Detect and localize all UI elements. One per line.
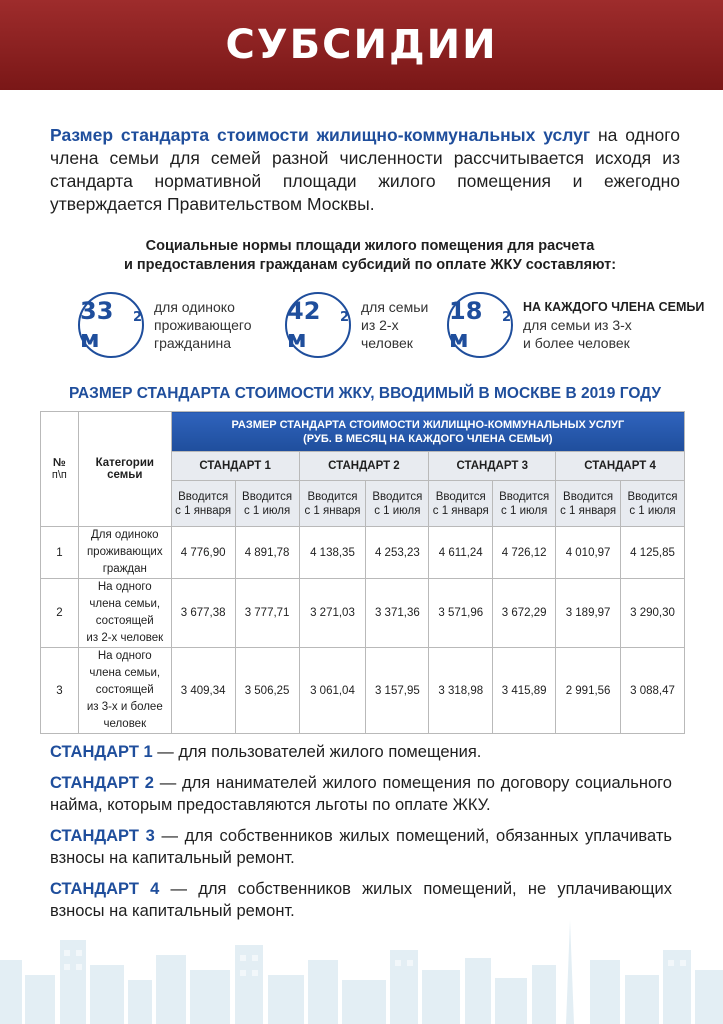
standards-table [40, 411, 685, 734]
subheader-jan [299, 481, 366, 527]
category-line: Для одиноко [91, 529, 159, 541]
intro-highlight: Размер стандарта стоимости жилищно-коммунальных услуг [50, 125, 591, 145]
value-cell: 4 138,35 [299, 527, 366, 579]
subheader-jul-line2: с 1 июля [629, 504, 676, 517]
subheader-jan-line2: с 1 января [560, 504, 617, 517]
value-cell: 3 672,29 [493, 579, 556, 648]
norm-two-sup: 2 [339, 309, 349, 325]
row-category [78, 648, 171, 734]
norm-two-text [361, 298, 428, 352]
subheader-jul [493, 481, 556, 527]
subheader-jan [429, 481, 493, 527]
definition-standard-4 [50, 878, 672, 922]
category-line: На одного [97, 581, 152, 593]
skyline-buildings [0, 920, 723, 1024]
norm-single [78, 292, 251, 358]
norm-two-circle [285, 292, 351, 358]
main-header-line2: (РУБ. В МЕСЯЦ НА КАЖДОГО ЧЛЕНА СЕМЬИ) [303, 432, 553, 445]
subheader-jul-line2: с 1 июля [374, 504, 421, 517]
value-cell: 3 415,89 [493, 648, 556, 734]
value-cell: 3 409,34 [171, 648, 235, 734]
norms-title-line1: Социальные нормы площади жилого помещения для расчета [145, 238, 595, 254]
table-row [41, 527, 685, 579]
subheader-jul-line2: с 1 июля [243, 504, 291, 517]
category-line: из 2-х человек [86, 632, 164, 644]
value-cell: 4 726,12 [493, 527, 556, 579]
subheader-jul-line1: Вводится [242, 490, 293, 503]
value-cell: 3 318,98 [429, 648, 493, 734]
category-line: человек [103, 718, 147, 730]
value-cell: 3 157,95 [366, 648, 429, 734]
subheader-jul [366, 481, 429, 527]
city-skyline-illustration [0, 920, 723, 1024]
col-num-label: № [53, 457, 66, 469]
definition-text: — для нанимателей жилого помещения по договору социального найма, которым предоставляются льготы по оплате ЖКУ. [50, 774, 672, 814]
norm-three-sup: 2 [501, 309, 511, 325]
norm-two [285, 292, 428, 358]
col-num-sublabel: п\п [51, 469, 67, 481]
value-cell: 4 776,90 [171, 527, 235, 579]
norm-two-value: 42 м [287, 297, 321, 353]
norm-three-circle [447, 292, 513, 358]
norm-three-line2: и более человек [523, 335, 630, 351]
subheader-jan [556, 481, 621, 527]
subheader-jan-line1: Вводится [307, 490, 358, 503]
norm-single-text [154, 298, 251, 352]
value-cell: 2 991,56 [556, 648, 621, 734]
category-line: граждан [102, 563, 147, 575]
intro-rest: на одного члена семьи для семей разной численности рассчитывается исходя из стандарта нормативной площади жилого помещения и ежегодно утверждается Правительством Москвы. [50, 125, 680, 214]
main-header [171, 412, 684, 452]
value-cell: 4 010,97 [556, 527, 621, 579]
norm-two-line3: человек [361, 335, 413, 351]
norm-single-sup: 2 [132, 309, 142, 325]
definition-label: СТАНДАРТ 3 [50, 827, 155, 845]
category-line: из 3-х и более [86, 701, 163, 713]
norm-single-line3: гражданина [154, 335, 232, 351]
subheader-jan-line2: с 1 января [175, 504, 232, 517]
definition-text: — для пользователей жилого помещения. [152, 743, 482, 761]
definition-text: — для собственников жилых помещений, не уплачивающих взносы на капитальный ремонт. [50, 880, 672, 920]
definition-standard-1 [50, 741, 672, 763]
value-cell: 3 290,30 [621, 579, 685, 648]
definition-label: СТАНДАРТ 2 [50, 774, 154, 792]
norm-single-circle [78, 292, 144, 358]
value-cell: 3 571,96 [429, 579, 493, 648]
subheader-jul-line2: с 1 июля [501, 504, 548, 517]
value-cell: 3 371,36 [366, 579, 429, 648]
row-category [78, 527, 171, 579]
norm-three-head: НА КАЖДОГО ЧЛЕНА СЕМЬИ [523, 300, 705, 314]
subheader-jan-line1: Вводится [563, 490, 614, 503]
row-number: 2 [41, 579, 79, 648]
standard-1-header: СТАНДАРТ 1 [171, 452, 299, 481]
definition-standard-2 [50, 772, 672, 816]
subheader-jan [171, 481, 235, 527]
value-cell: 4 611,24 [429, 527, 493, 579]
category-line: члена семьи, [89, 598, 161, 610]
subheader-jan-line1: Вводится [178, 490, 229, 503]
definition-text: — для собственников жилых помещений, обязанных уплачивать взносы на капитальный ремонт. [50, 827, 672, 867]
norm-three-text [523, 298, 704, 352]
value-cell: 3 506,25 [235, 648, 299, 734]
definitions [50, 741, 672, 931]
norm-three-line1: для семьи из 3-х [523, 317, 632, 333]
intro-paragraph [50, 124, 680, 216]
col-category-line2: семьи [107, 469, 143, 481]
category-line: члена семьи, [89, 667, 161, 679]
value-cell: 4 125,85 [621, 527, 685, 579]
norm-two-line2: из 2-х [361, 317, 399, 333]
standard-3-header: СТАНДАРТ 3 [429, 452, 556, 481]
subheader-jan-line1: Вводится [435, 490, 486, 503]
subheader-jul [235, 481, 299, 527]
value-cell: 3 271,03 [299, 579, 366, 648]
norms-title [60, 237, 680, 275]
page-title: СУБСИДИИ [225, 22, 498, 68]
row-number: 3 [41, 648, 79, 734]
norm-single-line1: для одиноко [154, 299, 235, 315]
table-title: РАЗМЕР СТАНДАРТА СТОИМОСТИ ЖКУ, ВВОДИМЫЙ В МОСКВЕ В 2019 ГОДУ [68, 385, 662, 402]
value-cell: 4 253,23 [366, 527, 429, 579]
category-line: состоящей [95, 615, 154, 627]
category-line: проживающих [86, 546, 163, 558]
subheader-jul-line1: Вводится [499, 490, 550, 503]
category-line: На одного [97, 650, 152, 662]
subheader-jul-line1: Вводится [372, 490, 423, 503]
subheader-jan-line2: с 1 января [432, 504, 489, 517]
value-cell: 3 061,04 [299, 648, 366, 734]
standard-4-header: СТАНДАРТ 4 [556, 452, 685, 481]
value-cell: 3 189,97 [556, 579, 621, 648]
definition-standard-3 [50, 825, 672, 869]
norm-single-value: 33 м [80, 297, 114, 353]
definition-label: СТАНДАРТ 4 [50, 880, 160, 898]
col-category-line1: Категории [95, 457, 154, 469]
table-row [41, 648, 685, 734]
main-header-line1: РАЗМЕР СТАНДАРТА СТОИМОСТИ ЖИЛИЩНО-КОММУНАЛЬНЫХ УСЛУГ [231, 418, 625, 431]
value-cell: 3 777,71 [235, 579, 299, 648]
table-row [41, 579, 685, 648]
standard-2-header: СТАНДАРТ 2 [299, 452, 429, 481]
norm-two-line1: для семьи [361, 299, 429, 315]
subheader-jul [621, 481, 685, 527]
category-line: состоящей [95, 684, 154, 696]
definition-label: СТАНДАРТ 1 [50, 743, 153, 761]
subheader-jul-line1: Вводится [627, 490, 678, 503]
norms-title-line2: и предоставления гражданам субсидий по оплате ЖКУ составляют: [123, 257, 617, 273]
norm-single-line2: проживающего [154, 317, 252, 333]
value-cell: 3 088,47 [621, 648, 685, 734]
norm-three-value: 18 м [449, 297, 483, 353]
subheader-jan-line2: с 1 января [304, 504, 361, 517]
row-number: 1 [41, 527, 79, 579]
norm-three [447, 292, 704, 358]
header-banner [0, 0, 723, 90]
value-cell: 4 891,78 [235, 527, 299, 579]
col-category-header [78, 412, 171, 527]
value-cell: 3 677,38 [171, 579, 235, 648]
col-num-header [41, 412, 79, 527]
row-category [78, 579, 171, 648]
